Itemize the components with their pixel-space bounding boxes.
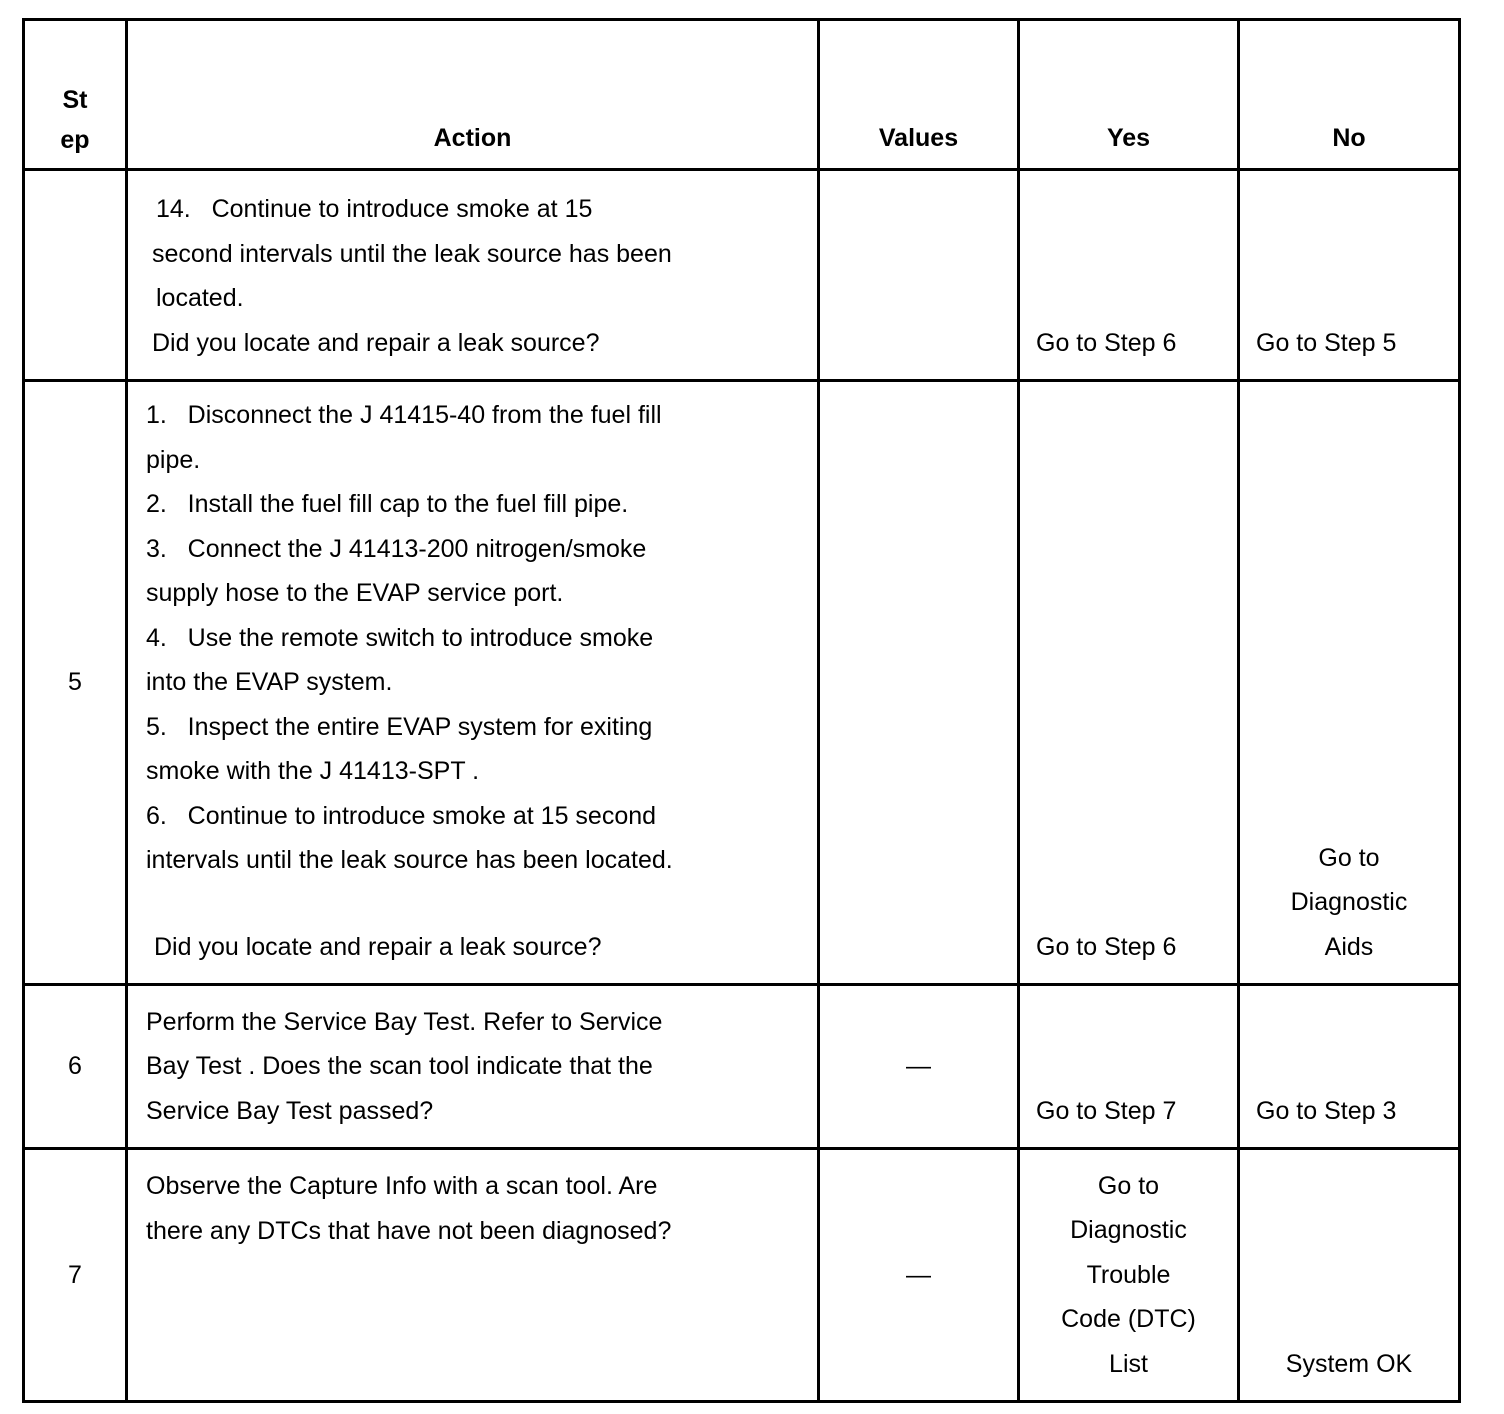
header-row xyxy=(24,20,1460,170)
no-cell: Go to Step 3 xyxy=(1239,985,1460,1149)
no-cell: System OK xyxy=(1239,1149,1460,1402)
table-row xyxy=(24,170,1460,381)
header-yes: Yes xyxy=(1019,20,1239,170)
diagnostic-table xyxy=(22,18,1461,1403)
yes-cell: Go to Step 6 xyxy=(1019,381,1239,985)
action-cell: 14. Continue to introduce smoke at 15 second intervals until the leak source has been located. Did you locate and repair a leak source? xyxy=(127,170,819,381)
header-values: Values xyxy=(819,20,1019,170)
no-cell: Go to Step 5 xyxy=(1239,170,1460,381)
values-cell xyxy=(819,381,1019,985)
yes-cell: Go to Step 7 xyxy=(1019,985,1239,1149)
table-row xyxy=(24,985,1460,1149)
action-cell: Perform the Service Bay Test. Refer to Service Bay Test . Does the scan tool indicate that the Service Bay Test passed? xyxy=(127,985,819,1149)
action-cell: Observe the Capture Info with a scan tool. Are there any DTCs that have not been diagnosed? xyxy=(127,1149,819,1402)
header-action: Action xyxy=(127,20,819,170)
step-cell: 5 xyxy=(24,381,127,985)
action-cell: 1. Disconnect the J 41415-40 from the fuel fill pipe. 2. Install the fuel fill cap to the fuel fill pipe. 3. Connect the J 41413-200 nitrogen/smoke supply hose to the EVAP service port. 4. Use the remote switch to introduce smoke into the EVAP system. 5. Inspect the entire EVAP system for exiting smoke with the J 41413-SPT . 6. Continue to introduce smoke at 15 second intervals until the leak source has been located. Did you locate and repair a leak source? xyxy=(127,381,819,985)
yes-cell: Go to Diagnostic Trouble Code (DTC) List xyxy=(1019,1149,1239,1402)
values-cell: — xyxy=(819,1149,1019,1402)
header-no: No xyxy=(1239,20,1460,170)
table-row xyxy=(24,1149,1460,1402)
step-cell: 7 xyxy=(24,1149,127,1402)
yes-cell: Go to Step 6 xyxy=(1019,170,1239,381)
values-cell: — xyxy=(819,985,1019,1149)
step-cell xyxy=(24,170,127,381)
values-cell xyxy=(819,170,1019,381)
table-row xyxy=(24,381,1460,985)
step-cell: 6 xyxy=(24,985,127,1149)
no-cell: Go to Diagnostic Aids xyxy=(1239,381,1460,985)
header-step: St ep xyxy=(24,20,127,170)
